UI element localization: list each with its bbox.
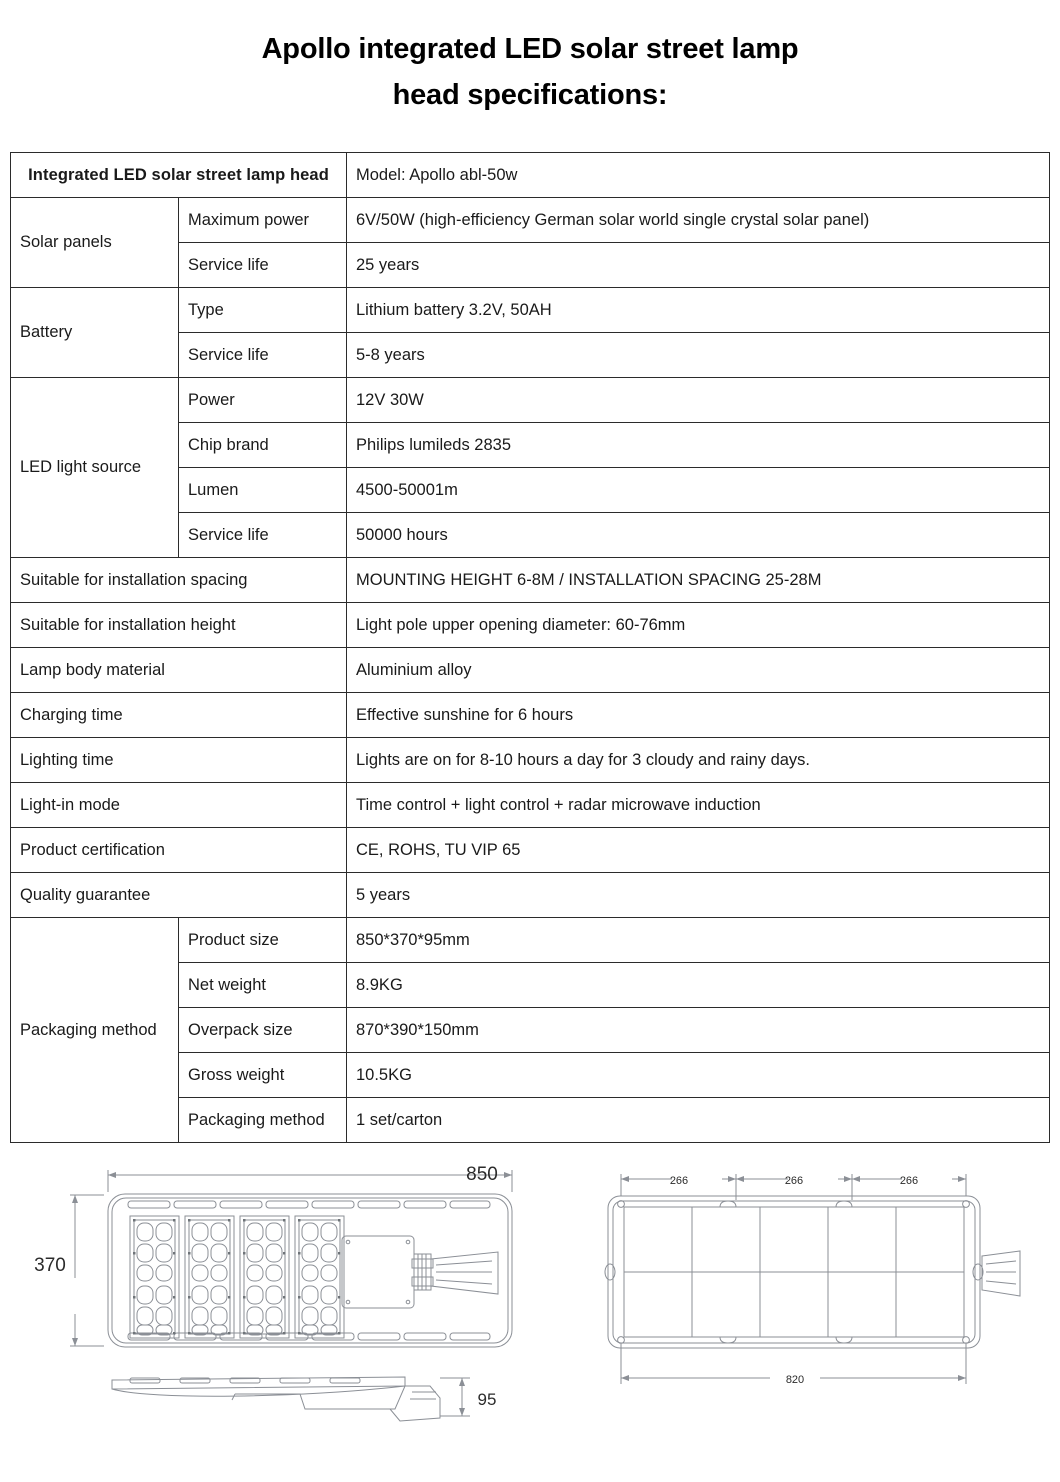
lamp-top-view-drawing xyxy=(70,1170,512,1347)
driver-box xyxy=(342,1236,414,1308)
value-cell: 5-8 years xyxy=(347,333,1050,378)
table-row xyxy=(11,738,1050,783)
parameter-cell: Charging time xyxy=(11,693,347,738)
table-row xyxy=(11,783,1050,828)
page-title-line-1: Apollo integrated LED solar street lamp xyxy=(261,33,799,65)
value-cell: Aluminium alloy xyxy=(347,648,1050,693)
value-cell: Lithium battery 3.2V, 50AH xyxy=(347,288,1050,333)
value-cell: 5 years xyxy=(347,873,1050,918)
parameter-cell: Chip brand xyxy=(179,423,347,468)
parameter-cell: Gross weight xyxy=(179,1053,347,1098)
parameter-cell: Service life xyxy=(179,513,347,558)
led-module xyxy=(295,1216,344,1338)
value-cell: CE, ROHS, TU VIP 65 xyxy=(347,828,1050,873)
mounting-arm xyxy=(431,1252,498,1294)
dimension-thickness-95 xyxy=(440,1378,470,1416)
lamp-side-view-drawing xyxy=(112,1377,470,1421)
parameter-cell: Suitable for installation height xyxy=(11,603,347,648)
parameter-cell: Lamp body material xyxy=(11,648,347,693)
parameter-cell: Maximum power xyxy=(179,198,347,243)
parameter-cell: Type xyxy=(179,288,347,333)
parameter-cell: Net weight xyxy=(179,963,347,1008)
value-cell: Effective sunshine for 6 hours xyxy=(347,693,1050,738)
parameter-cell: Packaging method xyxy=(179,1098,347,1143)
parameter-cell: Product certification xyxy=(11,828,347,873)
value-cell: 12V 30W xyxy=(347,378,1050,423)
parameter-cell: Service life xyxy=(179,333,347,378)
led-module xyxy=(130,1216,179,1338)
table-row xyxy=(11,603,1050,648)
dimension-width-850 xyxy=(108,1170,512,1192)
led-module-group xyxy=(130,1216,344,1338)
table-row xyxy=(11,198,1050,243)
parameter-cell: Lighting time xyxy=(11,738,347,783)
group-name-cell: Solar panels xyxy=(11,198,179,288)
table-row xyxy=(11,918,1050,963)
table-row xyxy=(11,828,1050,873)
solar-panel-view-drawing xyxy=(605,1174,1020,1384)
solar-cell-grid xyxy=(624,1207,964,1337)
value-cell: 25 years xyxy=(347,243,1050,288)
table-row xyxy=(11,648,1050,693)
dimension-label-thickness: 95 xyxy=(477,1390,497,1409)
parameter-cell: Product size xyxy=(179,918,347,963)
parameter-cell: Suitable for installation spacing xyxy=(11,558,347,603)
value-cell: 10.5KG xyxy=(347,1053,1050,1098)
mounting-clamp xyxy=(412,1254,433,1290)
dimension-height-370 xyxy=(70,1195,104,1346)
specification-table-container xyxy=(10,152,1050,1143)
group-name-cell: Battery xyxy=(11,288,179,378)
value-cell: 50000 hours xyxy=(347,513,1050,558)
dimension-label-segment-1: 266 xyxy=(669,1175,689,1187)
table-header-row xyxy=(11,153,1050,198)
parameter-cell: Quality guarantee xyxy=(11,873,347,918)
group-name-cell: LED light source xyxy=(11,378,179,558)
value-cell: 850*370*95mm xyxy=(347,918,1050,963)
dimension-label-width: 850 xyxy=(466,1164,498,1185)
dimension-label-panel-total: 820 xyxy=(785,1374,805,1386)
table-header-label: Integrated LED solar street lamp head xyxy=(11,153,347,198)
value-cell: 8.9KG xyxy=(347,963,1050,1008)
table-row xyxy=(11,378,1050,423)
dimension-label-segment-3: 266 xyxy=(899,1175,919,1187)
table-header-value: Model: Apollo abl-50w xyxy=(347,153,1050,198)
value-cell: Light pole upper opening diameter: 60-76mm xyxy=(347,603,1050,648)
table-row xyxy=(11,693,1050,738)
table-row xyxy=(11,288,1050,333)
parameter-cell: Service life xyxy=(179,243,347,288)
value-cell: 870*390*150mm xyxy=(347,1008,1050,1053)
table-row xyxy=(11,873,1050,918)
value-cell: Philips lumileds 2835 xyxy=(347,423,1050,468)
table-row xyxy=(11,558,1050,603)
group-name-cell: Packaging method xyxy=(11,918,179,1143)
dimension-label-segment-2: 266 xyxy=(784,1175,804,1187)
parameter-cell: Power xyxy=(179,378,347,423)
page-title-line-2: head specifications: xyxy=(392,79,668,111)
value-cell: 6V/50W (high-efficiency German solar world single crystal solar panel) xyxy=(347,198,1050,243)
specification-table xyxy=(10,152,1050,1143)
housing-top-fins xyxy=(128,1201,490,1208)
parameter-cell: Light-in mode xyxy=(11,783,347,828)
value-cell: Lights are on for 8-10 hours a day for 3 cloudy and rainy days. xyxy=(347,738,1050,783)
dimension-label-height: 370 xyxy=(34,1255,66,1276)
value-cell: 1 set/carton xyxy=(347,1098,1050,1143)
technical-drawings xyxy=(0,1128,1060,1482)
page-title xyxy=(0,0,1060,118)
value-cell: Time control + light control + radar microwave induction xyxy=(347,783,1050,828)
parameter-cell: Overpack size xyxy=(179,1008,347,1053)
parameter-cell: Lumen xyxy=(179,468,347,513)
led-module xyxy=(185,1216,234,1338)
panel-mounting-arm xyxy=(982,1251,1020,1296)
value-cell: 4500-50001m xyxy=(347,468,1050,513)
led-module xyxy=(240,1216,289,1338)
value-cell: MOUNTING HEIGHT 6-8M / INSTALLATION SPACING 25-28M xyxy=(347,558,1050,603)
